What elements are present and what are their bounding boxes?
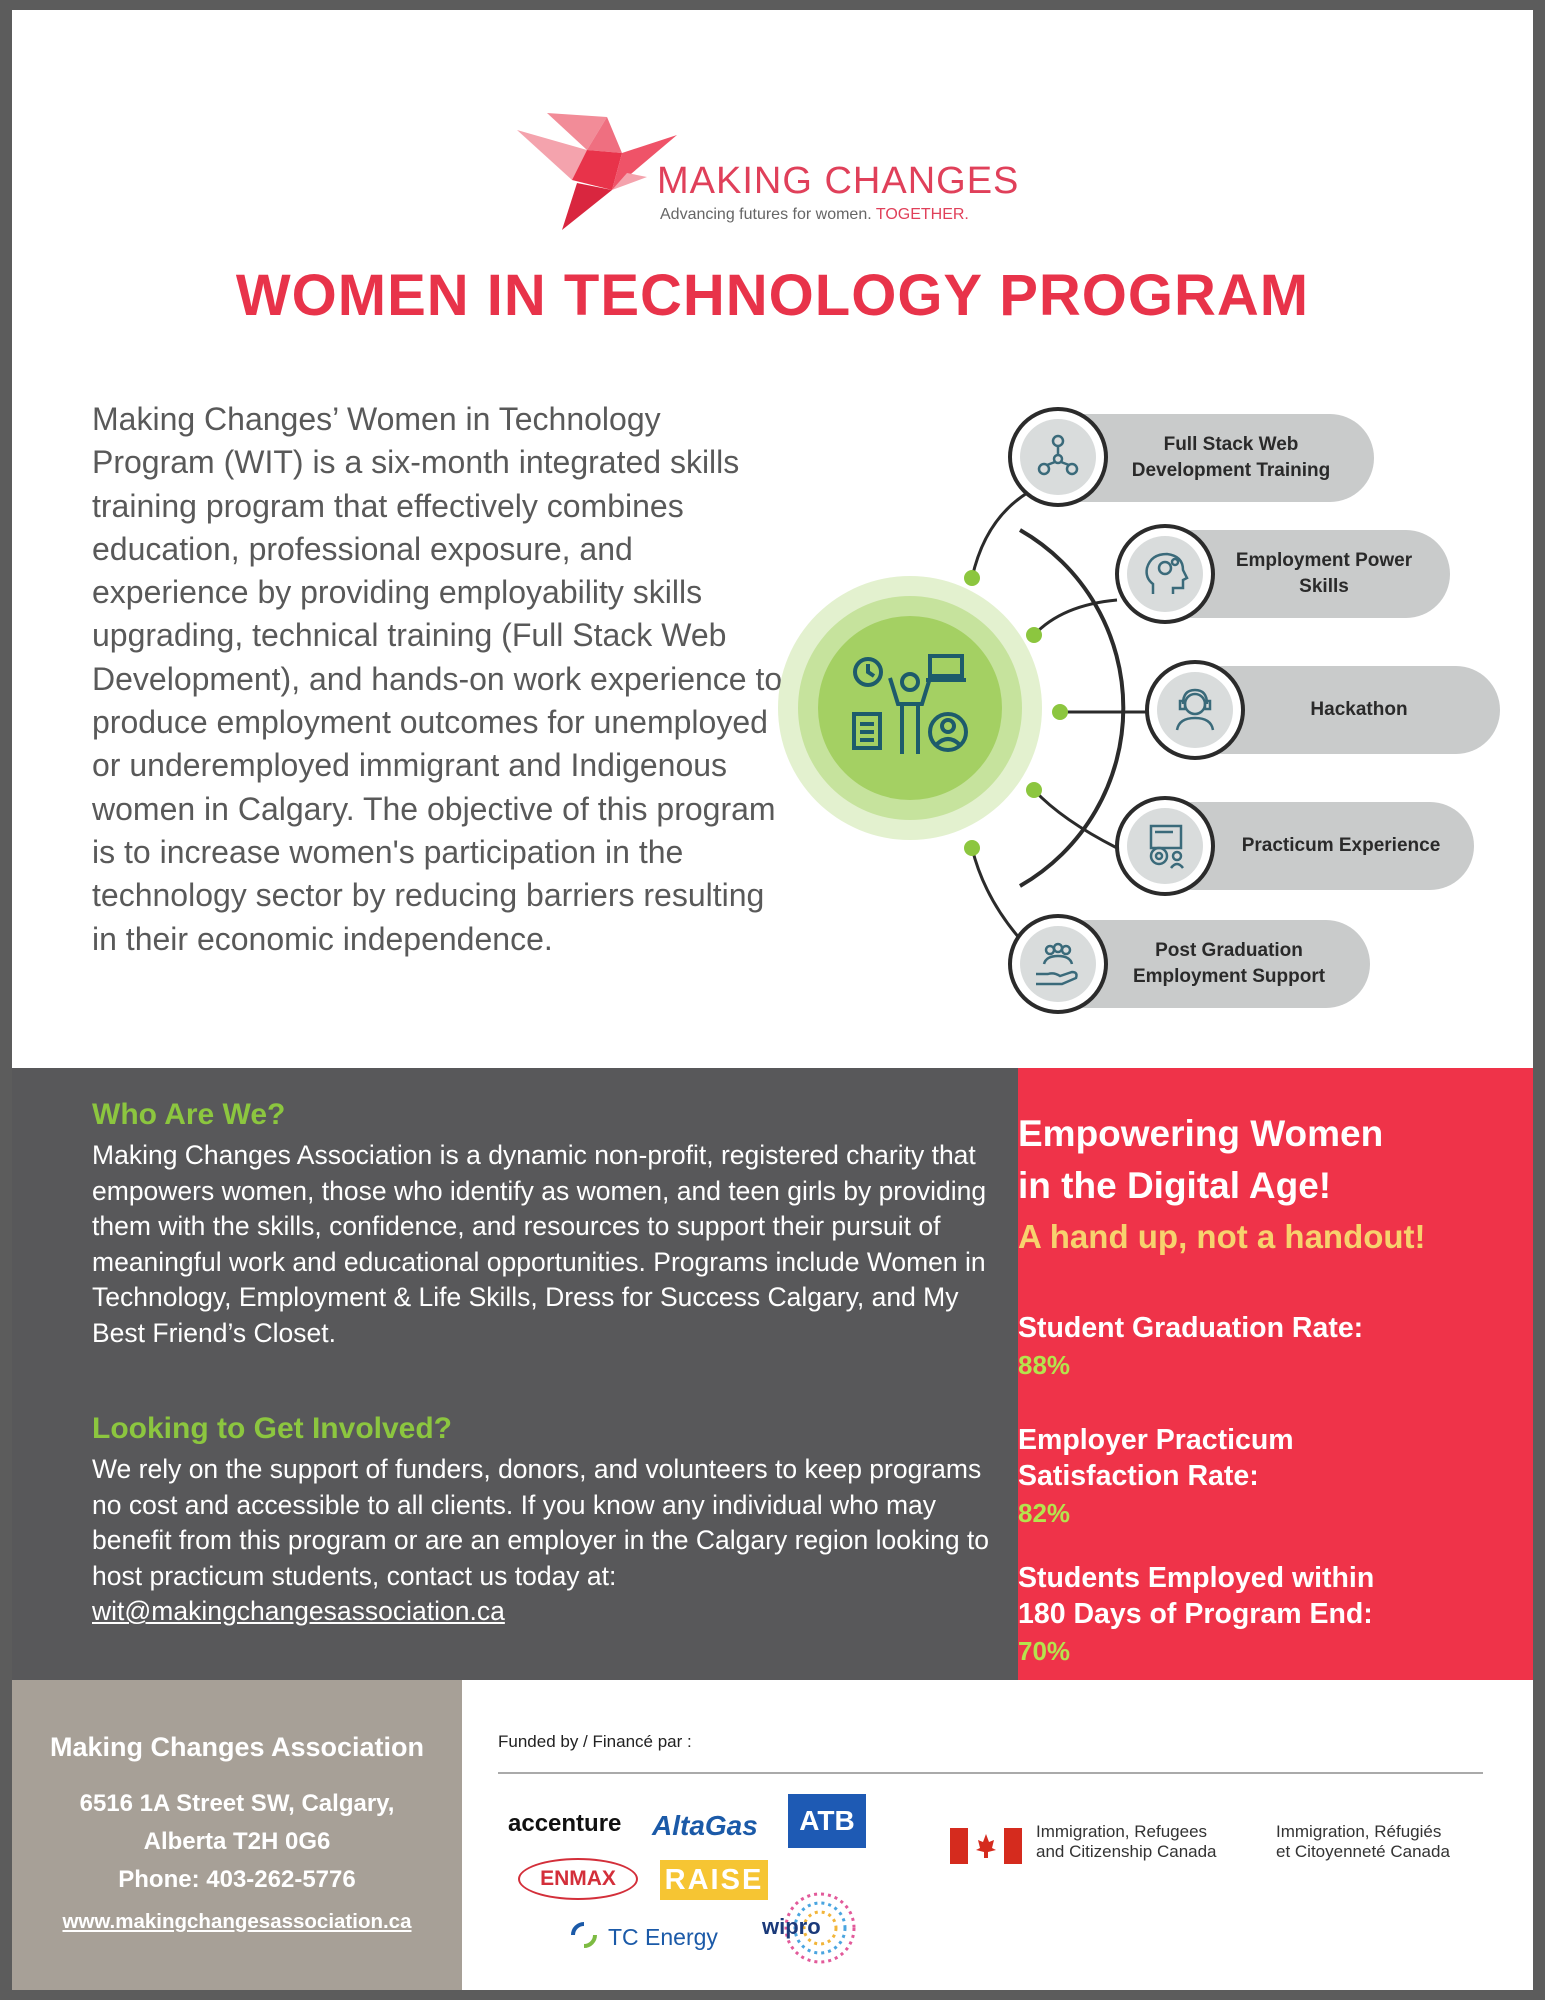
sponsor-accenture: accenture <box>508 1810 622 1837</box>
tc-energy-icon <box>567 1918 601 1952</box>
involved-text <box>92 1452 1002 1630</box>
component-label: Post Graduation Employment Support <box>1132 940 1326 987</box>
component-label: Employment Power Skills <box>1235 550 1413 597</box>
address-line: Alberta T2H 0G6 <box>143 1828 331 1855</box>
stats-heading: Empowering Women in the Digital Age! <box>1018 1113 1384 1206</box>
sponsor-enmax: ENMAX <box>518 1858 638 1900</box>
component-label: Practicum Experience <box>1241 835 1441 856</box>
address-line: 6516 1A Street SW, Calgary, <box>79 1790 395 1817</box>
who-heading: Who Are We? <box>92 1098 286 1131</box>
flyer-page <box>12 10 1533 1990</box>
stat-value: 88% <box>1018 1350 1071 1380</box>
stats-subheading: A hand up, not a handout! <box>1018 1218 1426 1255</box>
gear-clipboard-icon <box>1115 796 1215 896</box>
canada-flag-icon <box>950 1828 1022 1864</box>
stat-label: Students Employed within 180 Days of Program End: <box>1018 1562 1375 1630</box>
ircc-english: Immigration, Refugees and Citizenship Canada <box>1036 1822 1217 1861</box>
intro-paragraph: Making Changes’ Women in Technology Program (WIT) is a six-month integrated skills training program that effectively combines education, professional exposure, and experience by providing employability skills upgrading, technical training (Full Stack Web Development), and hands-on work experience to produce employment outcomes for unemployed or underemployed immigrant and Indigenous women in Calgary. The objective of this program is to increase women's participation in the technology sector by reducing barriers resulting in their economic independence. <box>92 401 783 957</box>
stat-label: Employer Practicum Satisfaction Rate: <box>1018 1424 1294 1492</box>
headset-person-icon <box>1145 660 1245 760</box>
head-gears-icon <box>1115 524 1215 624</box>
stat-value: 70% <box>1018 1636 1071 1666</box>
divider <box>498 1772 1483 1774</box>
phone: Phone: 403-262-5776 <box>118 1866 356 1893</box>
involved-heading: Looking to Get Involved? <box>92 1412 452 1445</box>
stat-label: Student Graduation Rate: <box>1018 1312 1364 1344</box>
worker-tasks-icon <box>842 642 978 778</box>
email-link[interactable]: wit@makingchangesassociation.ca <box>92 1596 505 1626</box>
ircc-french: Immigration, Réfugiés et Citoyenneté Canada <box>1276 1822 1450 1861</box>
sponsor-wipro: wipro <box>762 1914 821 1939</box>
sponsor-raise: RAISE <box>660 1860 768 1900</box>
website-link[interactable]: www.makingchangesassociation.ca <box>62 1910 412 1933</box>
sponsor-atb: ATB <box>788 1794 866 1848</box>
sponsor-altagas: AltaGas <box>652 1810 758 1841</box>
program-diagram <box>772 390 1512 1030</box>
logo-tagline <box>660 206 969 224</box>
component-label: Full Stack Web Development Training <box>1131 434 1331 481</box>
tagline-main: Advancing futures for women. <box>660 206 872 223</box>
org-name: Making Changes Association <box>49 1732 425 1762</box>
tagline-highlight: TOGETHER. <box>875 206 969 223</box>
page-title: WOMEN IN TECHNOLOGY PROGRAM <box>235 263 1310 328</box>
logo-name: MAKING CHANGES <box>657 160 1020 202</box>
stat-value: 82% <box>1018 1498 1071 1528</box>
hand-group-icon <box>1008 914 1108 1014</box>
funded-by-label: Funded by / Financé par : <box>498 1732 692 1751</box>
component-label: Hackathon <box>1310 699 1408 720</box>
who-text: Making Changes Association is a dynamic non-profit, registered charity that empowers women, those who identify as women, and teen girls by providing them with the skills, confidence, and resources to support their pursuit of meaningful work and educational opportunities. Programs include Women in Technology, Employment & Life Skills, Dress for Success Calgary, and My Best Friend’s Closet. <box>92 1140 987 1348</box>
people-network-icon <box>1008 407 1108 507</box>
sponsor-tc-energy: TC Energy <box>608 1924 718 1950</box>
involved-body: We rely on the support of funders, donors, and volunteers to keep programs no cost and accessible to all clients. If you know any individual who may benefit from this program or are an employer in the Calgary region looking to host practicum students, contact us today at: <box>92 1454 990 1591</box>
